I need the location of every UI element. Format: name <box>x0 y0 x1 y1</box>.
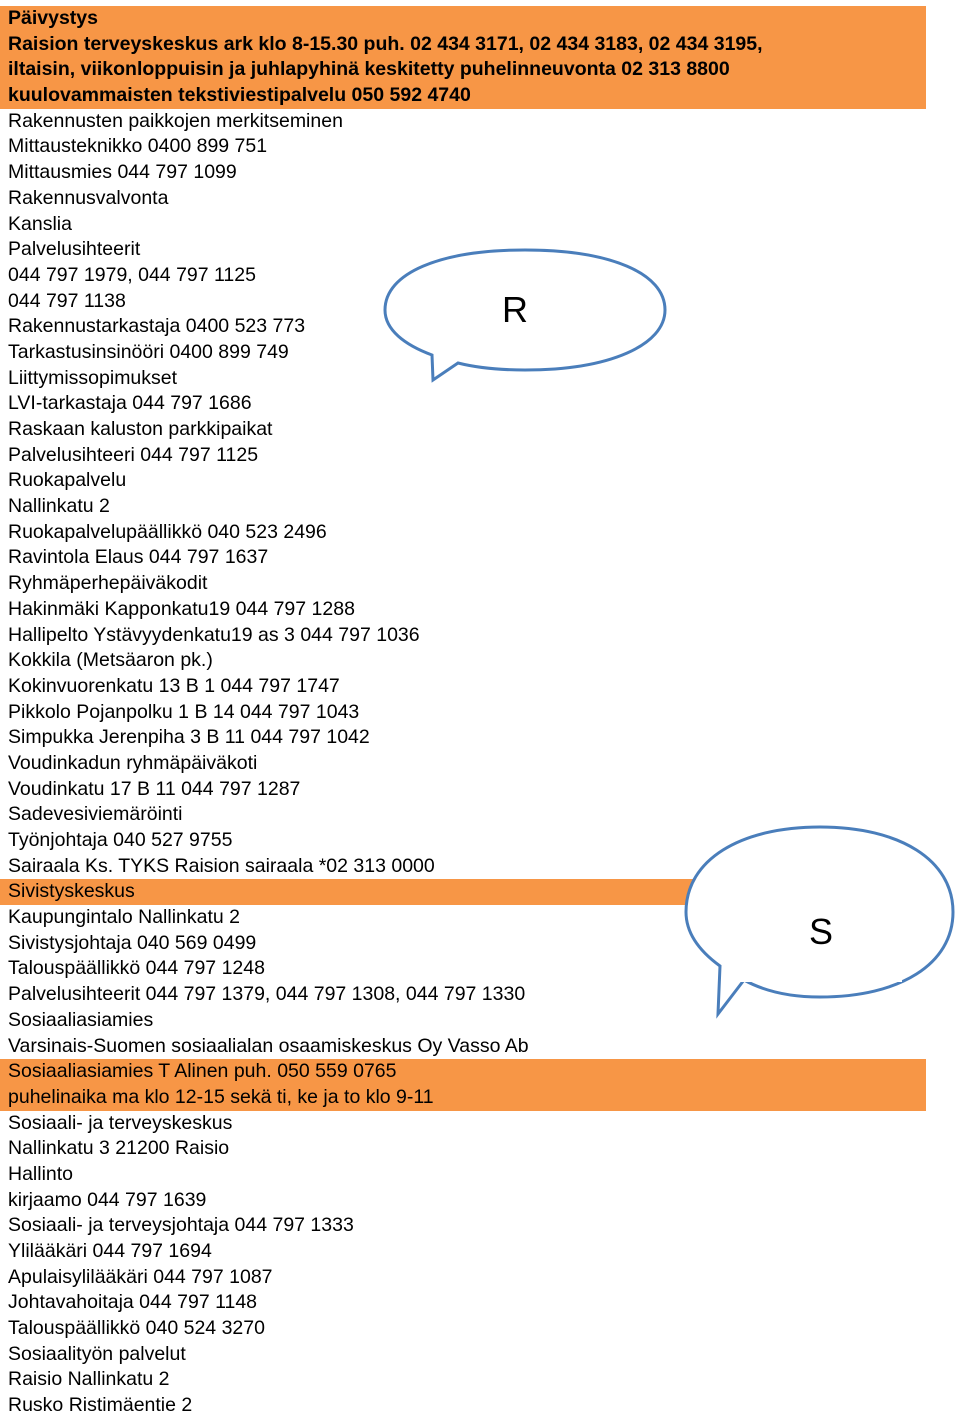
text-line: Ravintola Elaus 044 797 1637 <box>8 546 269 569</box>
text-line: Sosiaali- ja terveysjohtaja 044 797 1333 <box>8 1214 354 1237</box>
text-line: Raskaan kaluston parkkipaikat <box>8 418 273 440</box>
text-line: Ruokapalvelu <box>8 469 127 492</box>
text-line: Rakennustarkastaja 0400 523 773 <box>8 315 306 338</box>
callout-label-r: R <box>435 285 595 343</box>
text-line: Sivistyskeskus <box>0 879 926 905</box>
text-line: Apulaisylilääkäri 044 797 1087 <box>8 1265 273 1288</box>
text-line: puhelinaika ma klo 12-15 sekä ti, ke ja to klo 9-11 <box>0 1085 926 1111</box>
text-line: Kokkila (Metsäaron pk.) <box>8 649 213 672</box>
text-line: Raision terveyskeskus ark klo 8-15.30 puh. 02 434 3171, 02 434 3183, 02 434 3195, <box>0 32 926 58</box>
text-line: Sairaala Ks. TYKS Raision sairaala *02 313 0000 <box>8 854 435 877</box>
text-line: Voudinkadun ryhmäpäiväkoti <box>8 751 258 774</box>
text-line: Sosiaali- ja terveyskeskus <box>8 1111 233 1134</box>
text-line: Sosiaaliasiamies <box>8 1008 154 1031</box>
text-line: 044 797 1138 <box>8 289 126 312</box>
text-line: Palvelusihteeri 044 797 1125 <box>8 443 259 466</box>
text-line: Ylilääkäri 044 797 1694 <box>8 1240 212 1262</box>
text-line: Ryhmäperhepäiväkodit <box>8 572 208 595</box>
text-line: Raisio Nallinkatu 2 <box>8 1368 170 1391</box>
text-line: Rakennusten paikkojen merkitseminen <box>8 109 343 132</box>
text-line: Hallinto <box>8 1162 74 1185</box>
text-line: Mittausteknikko 0400 899 751 <box>8 135 268 158</box>
text-line: Nallinkatu 2 <box>8 495 110 518</box>
text-line: Päivystys <box>0 6 926 32</box>
text-line: Hallipelto Ystävyydenkatu19 as 3 044 797 1036 <box>8 623 420 646</box>
text-line: iltaisin, viikonloppuisin ja juhlapyhinä keskitetty puhelinneuvonta 02 313 8800 <box>0 57 926 83</box>
text-line: Liittymissopimukset <box>8 366 178 389</box>
document-body <box>0 6 960 1419</box>
text-line: Palvelusihteerit <box>8 238 141 261</box>
text-line: Johtavahoitaja 044 797 1148 <box>8 1291 258 1314</box>
callout-label-s: S <box>740 902 902 982</box>
text-line: Simpukka Jerenpiha 3 B 11 044 797 1042 <box>8 726 370 749</box>
text-line: Kokinvuorenkatu 13 B 1 044 797 1747 <box>8 674 340 697</box>
text-line: Ruokapalvelupäällikkö 040 523 2496 <box>8 520 327 543</box>
text-line: Sosiaalityön palvelut <box>8 1342 186 1365</box>
text-line: Kaupungintalo Nallinkatu 2 <box>8 906 241 929</box>
text-line: Talouspäällikkö 040 524 3270 <box>8 1317 265 1340</box>
text-line: Pikkolo Pojanpolku 1 B 14 044 797 1043 <box>8 700 360 723</box>
text-line: LVI-tarkastaja 044 797 1686 <box>8 392 252 415</box>
text-line: Varsinais-Suomen sosiaalialan osaamiskeskus Oy Vasso Ab <box>8 1034 529 1057</box>
text-line: kuulovammaisten tekstiviestipalvelu 050 592 4740 <box>0 83 926 109</box>
text-line: Sivistysjohtaja 040 569 0499 <box>8 931 257 954</box>
text-line: Hakinmäki Kapponkatu19 044 797 1288 <box>8 597 355 620</box>
text-line: Mittausmies 044 797 1099 <box>8 161 237 184</box>
text-line: Rakennusvalvonta <box>8 186 169 209</box>
text-line: Tarkastusinsinööri 0400 899 749 <box>8 340 289 363</box>
text-line: Työnjohtaja 040 527 9755 <box>8 829 233 851</box>
text-line: Voudinkatu 17 B 11 044 797 1287 <box>8 777 301 800</box>
text-line: Palvelusihteerit 044 797 1379, 044 797 1308, 044 797 1330 <box>8 983 526 1006</box>
text-line: Sadevesiviemäröinti <box>8 803 183 826</box>
text-line: Talouspäällikkö 044 797 1248 <box>8 957 265 980</box>
text-line: Sosiaaliasiamies T Alinen puh. 050 559 0765 <box>0 1059 926 1085</box>
text-line: kirjaamo 044 797 1639 <box>8 1188 207 1211</box>
text-line: 044 797 1979, 044 797 1125 <box>8 263 256 286</box>
text-line: Rusko Ristimäentie 2 <box>8 1394 193 1417</box>
text-line: Kanslia <box>8 212 72 235</box>
text-line: Nallinkatu 3 21200 Raisio <box>8 1137 230 1160</box>
